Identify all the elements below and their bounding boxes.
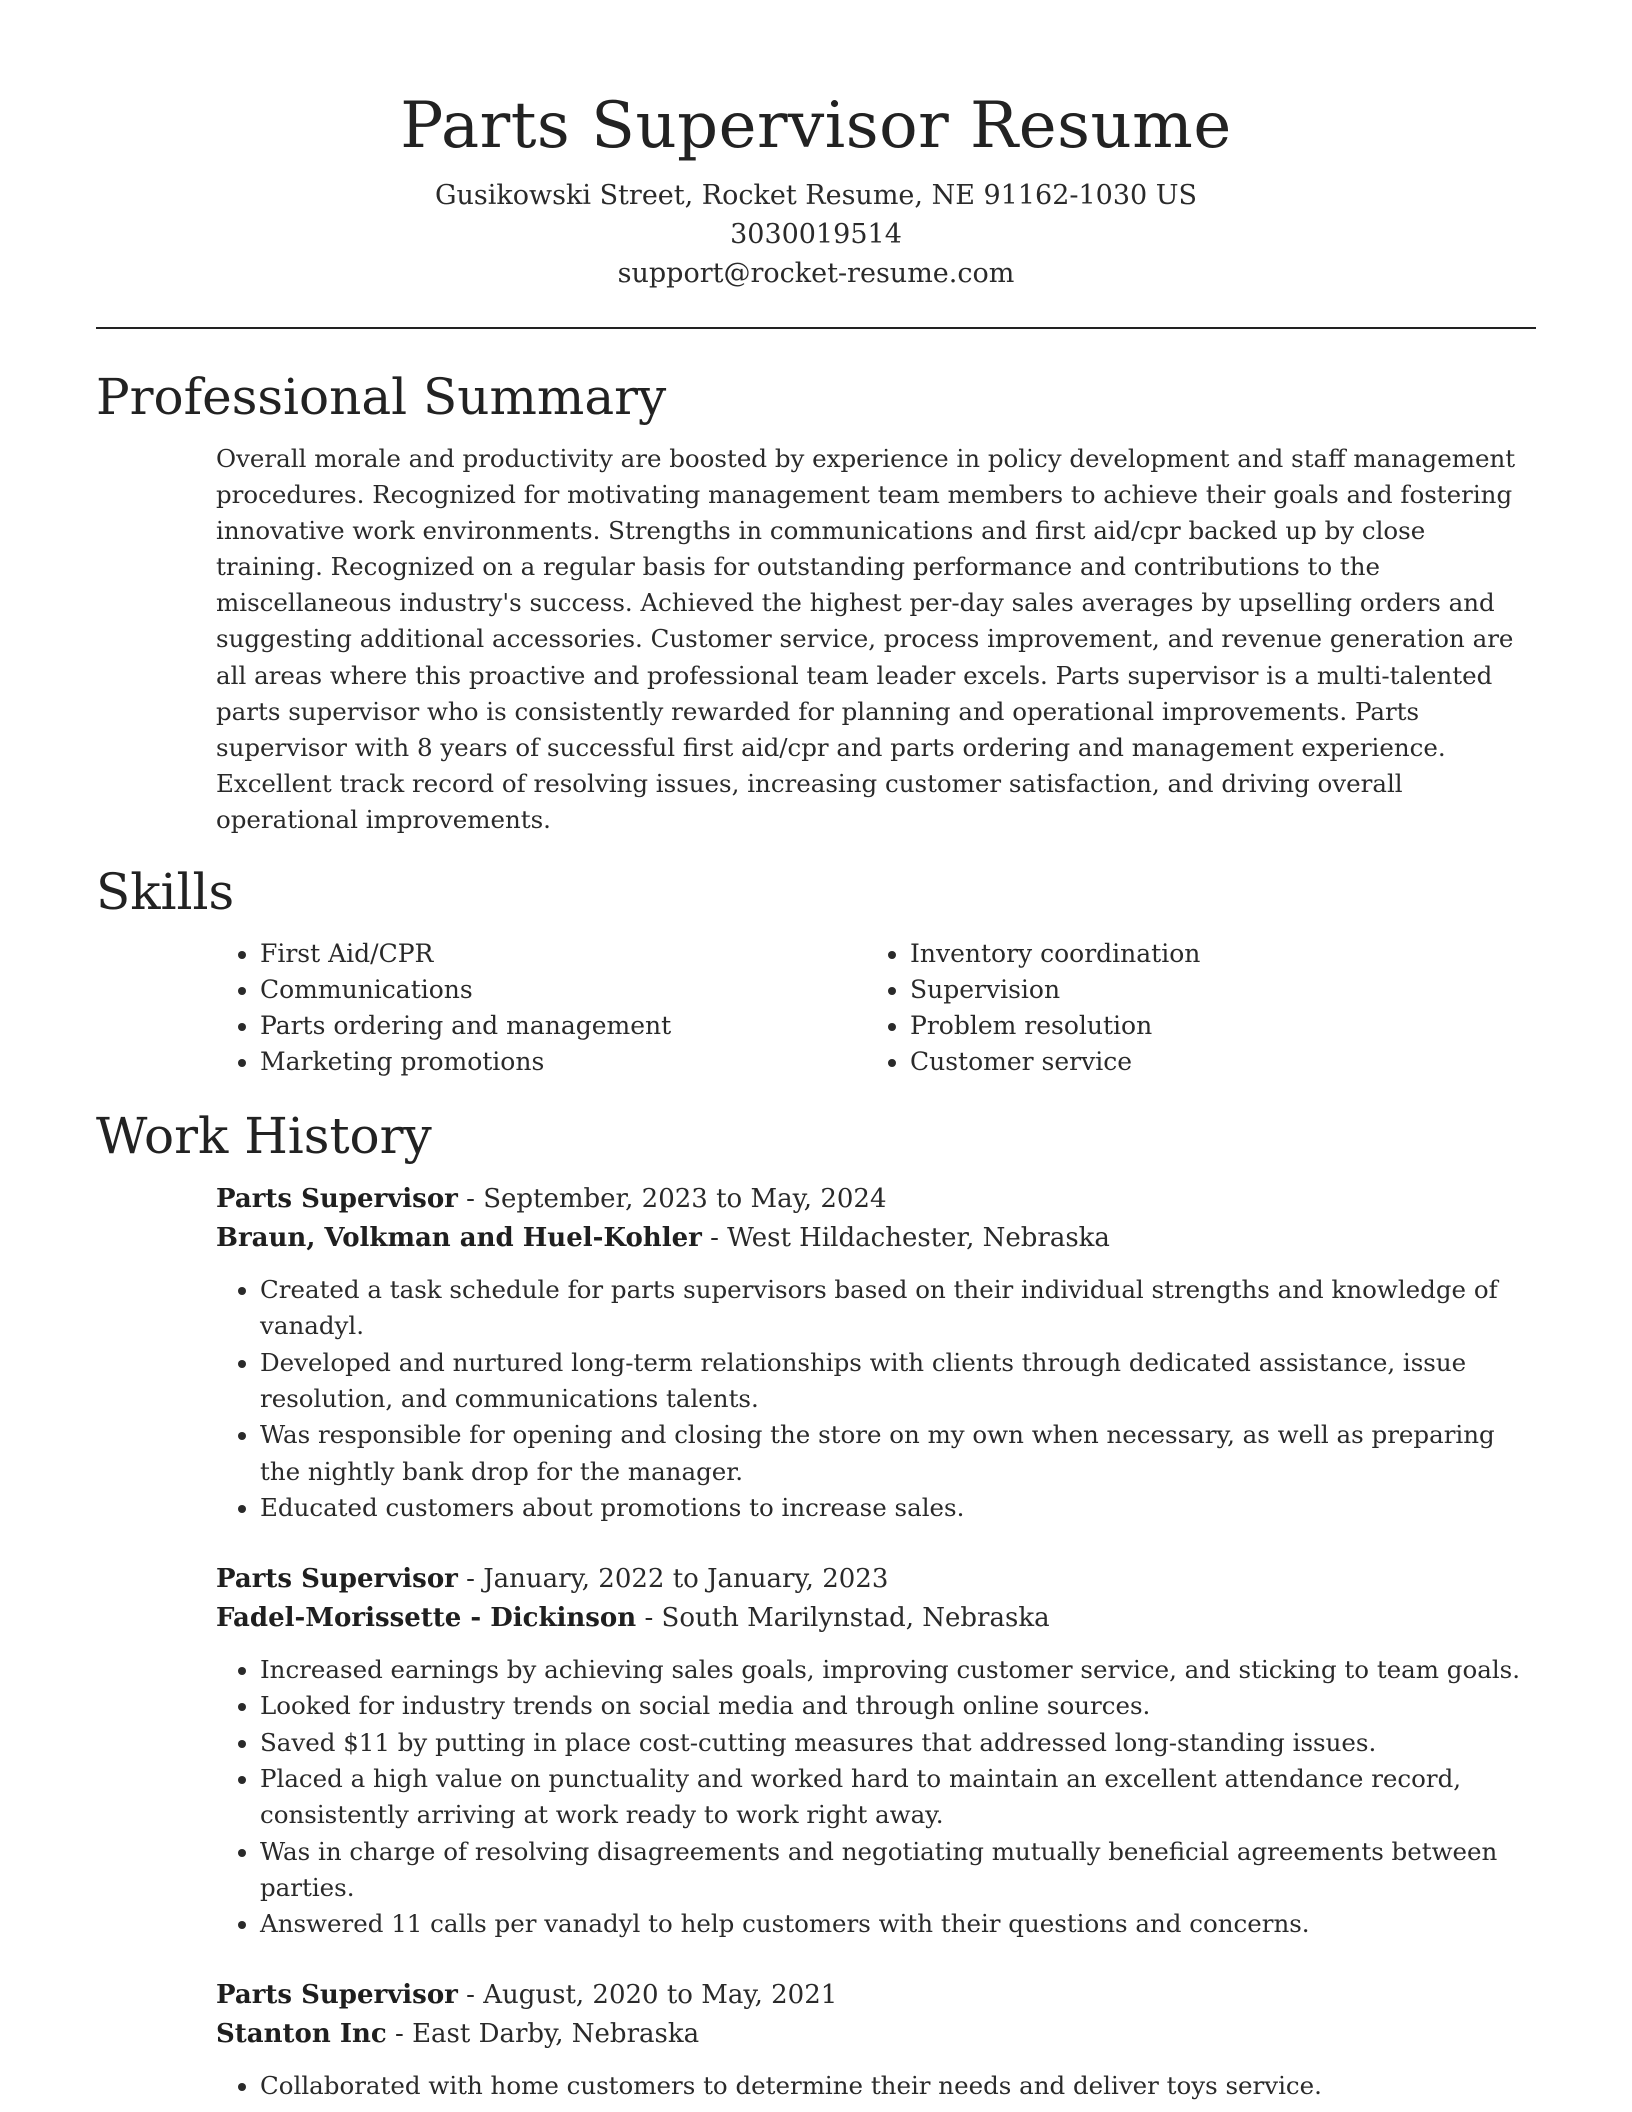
summary-text: Overall morale and productivity are boosted by experience in policy development and staff management procedures. Recognized for motivating management team members to achieve their goals and fostering innovative work environments. Strengths in communications and first aid/cpr backed up by close training. Recognized on a regular basis for outstanding performance and contributions to the miscellaneous industry's success. Achieved the highest per-day sales averages by upselling orders and suggesting additional accessories. Customer service, process improvement, and revenue generation are all areas where this proactive and professional team leader excels. Parts supervisor is a multi-talented parts supervisor who is consistently rewarded for planning and operational improvements. Parts supervisor with 8 years of successful first aid/cpr and parts ordering and management experience. Excellent track record of resolving issues, increasing customer satisfaction, and driving overall operational improvements.: [216, 444, 1516, 834]
job-title: Parts Supervisor: [216, 1564, 458, 1595]
job-dates: January, 2022 to January, 2023: [483, 1564, 889, 1595]
job-bullet: • Looked for industry trends on social media and through online sources.: [260, 1688, 1536, 1724]
job-bullet: • Increased earnings by achieving sales goals, improving customer service, and sticking to team goals.: [260, 1652, 1536, 1688]
header-divider: [96, 327, 1536, 329]
job-bullet: • Was in charge of resolving disagreements and negotiating mutually beneficial agreements between parties.: [260, 1834, 1536, 1907]
job-bullet: • Saved $11 by putting in place cost-cutting measures that addressed long-standing issues.: [260, 1725, 1536, 1761]
contact-phone: 3030019514: [730, 219, 902, 250]
skill-item: • Parts ordering and management: [260, 1008, 866, 1044]
job-title-line: [216, 1560, 1536, 1599]
job-bullets: [216, 2068, 1536, 2104]
job-title: Parts Supervisor: [216, 1184, 458, 1215]
skill-item: • Communications: [260, 972, 866, 1008]
job-title: Parts Supervisor: [216, 1980, 458, 2011]
job-company-line: [216, 1219, 1536, 1258]
job-bullet: • Collaborated with home customers to determine their needs and deliver toys service.: [260, 2068, 1536, 2104]
contact-block: [96, 176, 1536, 293]
separator: -: [457, 1980, 484, 2011]
job-entry: [216, 1976, 1536, 2104]
job-company-line: [216, 2015, 1536, 2054]
job-bullet: • Placed a high value on punctuality and worked hard to maintain an excellent attendance record, consistently arriving at work ready to work right away.: [260, 1761, 1536, 1834]
job-bullets: [216, 1272, 1536, 1526]
page-title: Parts Supervisor Resume: [400, 89, 1232, 163]
skill-item: • Customer service: [910, 1044, 1510, 1080]
skill-item: • Problem resolution: [910, 1008, 1510, 1044]
job-entry: [216, 1180, 1536, 1526]
job-location: West Hildachester, Nebraska: [727, 1223, 1110, 1254]
job-bullet: • Developed and nurtured long-term relationships with clients through dedicated assistance, issue resolution, and communications talents.: [260, 1345, 1536, 1418]
skill-item: • Supervision: [910, 972, 1510, 1008]
job-dates: August, 2020 to May, 2021: [483, 1980, 838, 2011]
skill-item: • Marketing promotions: [260, 1044, 866, 1080]
job-entry: [216, 1560, 1536, 1942]
job-company: Fadel-Morissette - Dickinson: [216, 1603, 637, 1634]
contact-address: Gusikowski Street, Rocket Resume, NE 91162-1030 US: [434, 180, 1198, 211]
job-bullet: • Educated customers about promotions to increase sales.: [260, 1490, 1536, 1526]
skill-item: • Inventory coordination: [910, 936, 1510, 972]
skills-column-left: [216, 936, 866, 1080]
resume-page: [96, 0, 1536, 2105]
work-history-heading: Work History: [96, 1107, 432, 1166]
job-title-line: [216, 1976, 1536, 2015]
job-title-line: [216, 1180, 1536, 1219]
separator: -: [457, 1564, 484, 1595]
skills-column-right: [866, 936, 1510, 1080]
job-location: East Darby, Nebraska: [412, 2019, 700, 2050]
job-location: South Marilynstad, Nebraska: [661, 1603, 1050, 1634]
summary-heading: Professional Summary: [96, 368, 667, 426]
skill-item: • First Aid/CPR: [260, 936, 866, 972]
skills-grid: [216, 936, 1536, 1080]
separator: -: [386, 2019, 413, 2050]
job-bullet: • Created a task schedule for parts supervisors based on their individual strengths and knowledge of vanadyl.: [260, 1272, 1536, 1345]
job-bullet: • Was responsible for opening and closing the store on my own when necessary, as well as preparing the nightly bank drop for the manager.: [260, 1417, 1536, 1490]
separator: -: [457, 1184, 484, 1215]
skills-heading: Skills: [96, 863, 235, 922]
job-company: Stanton Inc: [216, 2019, 387, 2050]
separator: -: [701, 1223, 728, 1254]
job-company-line: [216, 1599, 1536, 1638]
contact-email: support@rocket-resume.com: [617, 258, 1015, 289]
job-bullets: [216, 1652, 1536, 1942]
job-company: Braun, Volkman and Huel-Kohler: [216, 1223, 702, 1254]
separator: -: [636, 1603, 662, 1634]
job-dates: September, 2023 to May, 2024: [483, 1184, 887, 1215]
job-bullet: • Answered 11 calls per vanadyl to help customers with their questions and concerns.: [260, 1906, 1536, 1942]
